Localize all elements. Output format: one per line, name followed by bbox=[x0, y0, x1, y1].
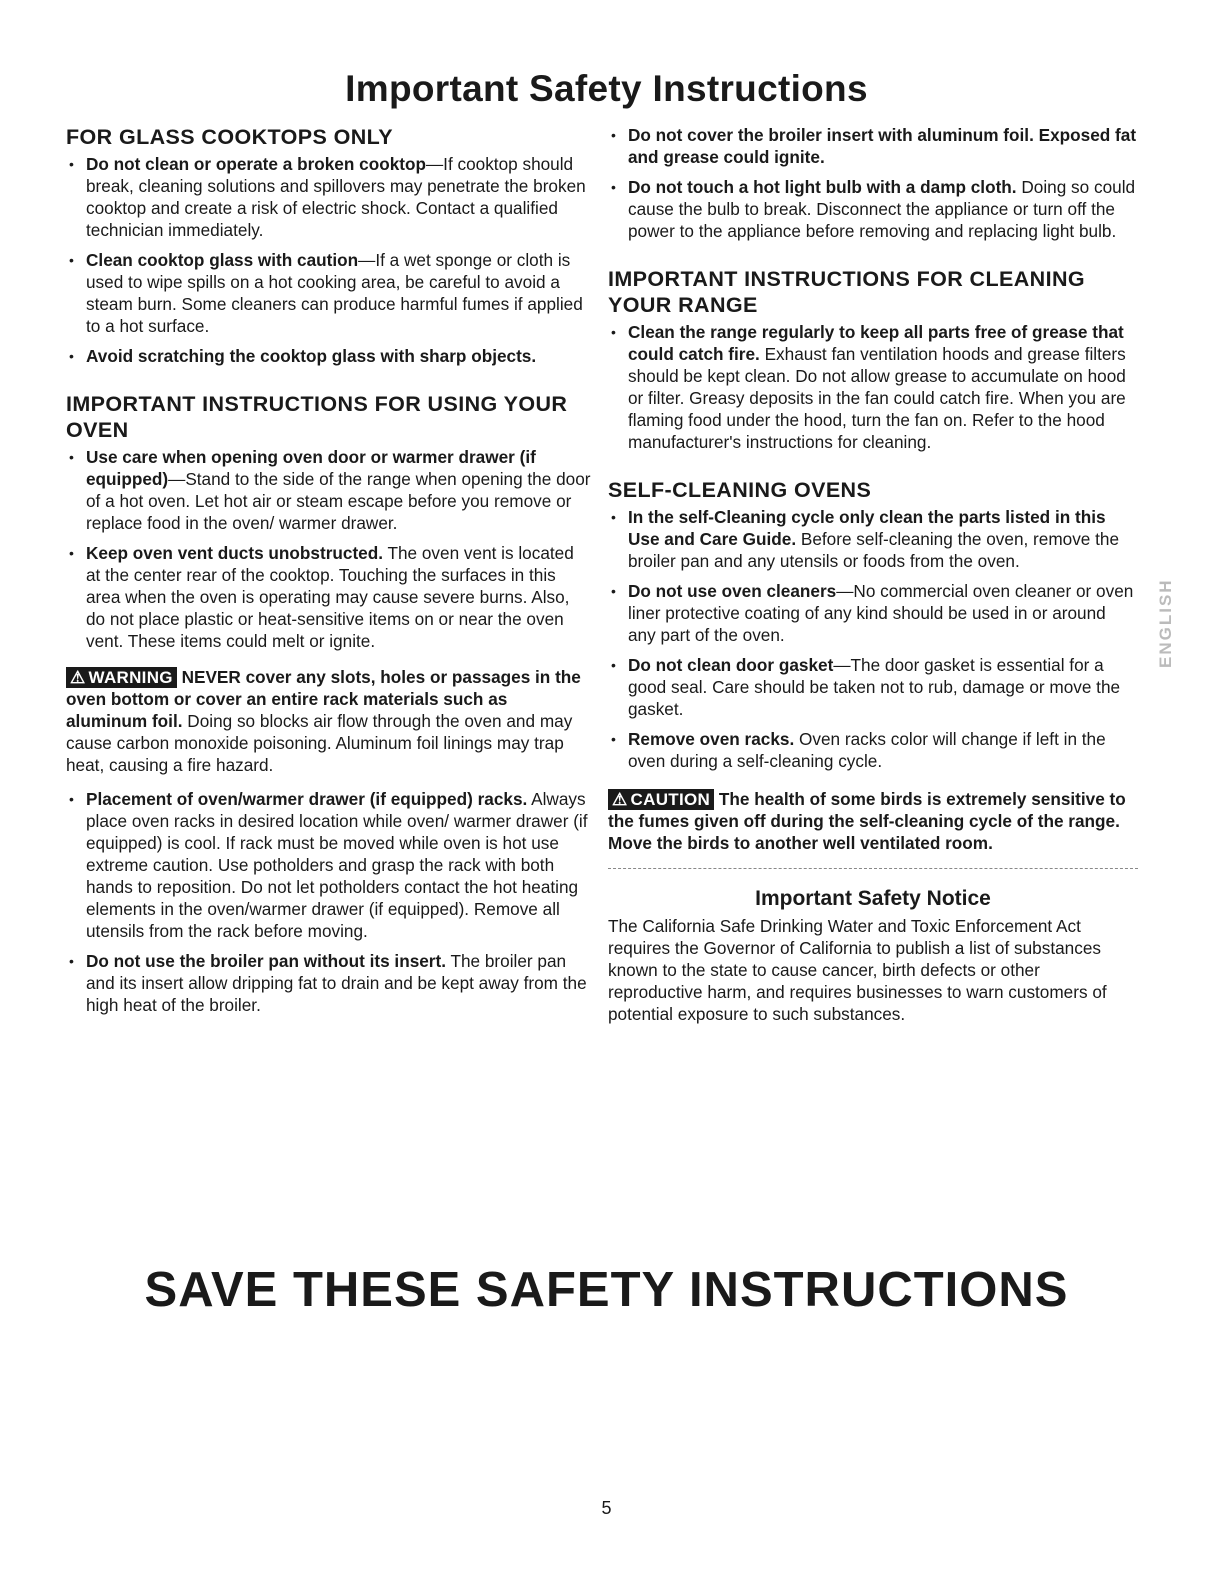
glass-cooktops-heading: FOR GLASS COOKTOPS ONLY bbox=[66, 125, 393, 149]
warning-triangle-icon: ⚠ bbox=[612, 790, 628, 809]
list-item: • Do not clean or operate a broken cooktop—If cooktop should break, cleaning solutions and spillovers may penetrate the broken cooktop and create a risk of electric shock. Contact a qualified technician immediately. bbox=[66, 153, 591, 241]
notice-heading: Important Safety Notice bbox=[755, 887, 991, 910]
save-instructions-banner: SAVE THESE SAFETY INSTRUCTIONS bbox=[144, 1263, 1069, 1317]
oven-instructions-heading: IMPORTANT INSTRUCTIONS FOR USING YOUR OVEN bbox=[66, 392, 568, 442]
broiler-list bbox=[608, 124, 1138, 242]
warning-paragraph: ⚠ WARNING NEVER cover any slots, holes or passages in the oven bottom or cover an entire rack materials such as aluminum foil. Doing so blocks air flow through the oven and may cause carbon monoxide poisoning. Aluminum foil linings may trap heat, causing a fire hazard. bbox=[66, 667, 581, 775]
side-language-tab: ENGLISH bbox=[1156, 578, 1175, 668]
page-number: 5 bbox=[601, 1498, 612, 1518]
list-item: • Placement of oven/warmer drawer (if equipped) racks. Always place oven racks in desired location while oven/ warmer drawer (if equipped) is cool. If rack must be moved while oven is hot use extreme caution. Use potholders and grasp the rack with both hands to reposition. Do not let potholders contact the hot heating elements in the oven/warmer drawer (if equipped). Remove all utensils from the rack before moving. bbox=[66, 788, 591, 942]
list-item: • Avoid scratching the cooktop glass with sharp objects. bbox=[66, 345, 591, 367]
list-item: • Do not use oven cleaners—No commercial oven cleaner or oven liner protective coating of any kind should be used in or around any part of the oven. bbox=[608, 580, 1138, 646]
list-item: • Clean the range regularly to keep all parts free of grease that could catch fire. Exhaust fan ventilation hoods and grease filters should be kept clean. Do not allow grease to accumulate on hood or filter. Greasy deposits in the fan could catch fire. When you are flaming food under the hood, turn the fan on. Refer to the hood manufacturer's instructions for cleaning. bbox=[608, 321, 1138, 453]
list-item: • Do not touch a hot light bulb with a damp cloth. Doing so could cause the bulb to break. Disconnect the appliance or turn off the power to the appliance before removing and replacing light bulb. bbox=[608, 176, 1138, 242]
right-column bbox=[608, 124, 1138, 1025]
rack-instructions-list bbox=[66, 788, 591, 1016]
cleaning-heading: IMPORTANT INSTRUCTIONS FOR CLEANING YOUR RANGE bbox=[608, 267, 1086, 317]
list-item: • Keep oven vent ducts unobstructed. The oven vent is located at the center rear of the cooktop. Touching the surfaces in this area when the oven is operating may cause severe burns. Also, do not place plastic or heat-sensitive items on or near the oven vent. These items could melt or ignite. bbox=[66, 542, 591, 652]
list-item: • Do not clean door gasket—The door gasket is essential for a good seal. Care should be taken not to rub, damage or move the gasket. bbox=[608, 654, 1138, 720]
warning-triangle-icon: ⚠ bbox=[70, 668, 86, 687]
list-item: • Use care when opening oven door or warmer drawer (if equipped)—Stand to the side of the range when opening the door of a hot oven. Let hot air or steam escape before you remove or replace food in the oven/ warmer drawer. bbox=[66, 446, 591, 534]
cleaning-list bbox=[608, 321, 1138, 453]
caution-badge: ⚠ CAUTION bbox=[608, 789, 714, 810]
list-item: • Do not cover the broiler insert with aluminum foil. Exposed fat and grease could ignite. bbox=[608, 124, 1138, 168]
list-item: • Do not use the broiler pan without its insert. The broiler pan and its insert allow dripping fat to drain and be kept away from the high heat of the broiler. bbox=[66, 950, 591, 1016]
list-item: • Clean cooktop glass with caution—If a wet sponge or cloth is used to wipe spills on a hot cooking area, be careful to avoid a steam burn. Some cleaners can produce harmful fumes if applied to a hot surface. bbox=[66, 249, 591, 337]
divider bbox=[608, 868, 1138, 869]
self-cleaning-list bbox=[608, 506, 1138, 772]
self-cleaning-heading: SELF-CLEANING OVENS bbox=[608, 478, 872, 502]
oven-instructions-list bbox=[66, 446, 591, 652]
caution-paragraph: ⚠ CAUTION The health of some birds is extremely sensitive to the fumes given off during the self-cleaning cycle of the range. Move the birds to another well ventilated room. bbox=[608, 789, 1126, 853]
notice-text: The California Safe Drinking Water and Toxic Enforcement Act requires the Governor of California to publish a list of substances known to the state to cause cancer, birth defects or other reproductive harm, and requires businesses to warn customers of potential exposure to such substances. bbox=[608, 916, 1107, 1024]
list-item: • Remove oven racks. Oven racks color will change if left in the oven during a self-cleaning cycle. bbox=[608, 728, 1138, 772]
warning-badge: ⚠ WARNING bbox=[66, 667, 177, 688]
page-title: Important Safety Instructions bbox=[345, 68, 868, 109]
left-column bbox=[66, 124, 591, 1024]
glass-cooktops-list bbox=[66, 153, 591, 367]
list-item: • In the self-Cleaning cycle only clean the parts listed in this Use and Care Guide. Before self-cleaning the oven, remove the broiler pan and any utensils or foods from the oven. bbox=[608, 506, 1138, 572]
